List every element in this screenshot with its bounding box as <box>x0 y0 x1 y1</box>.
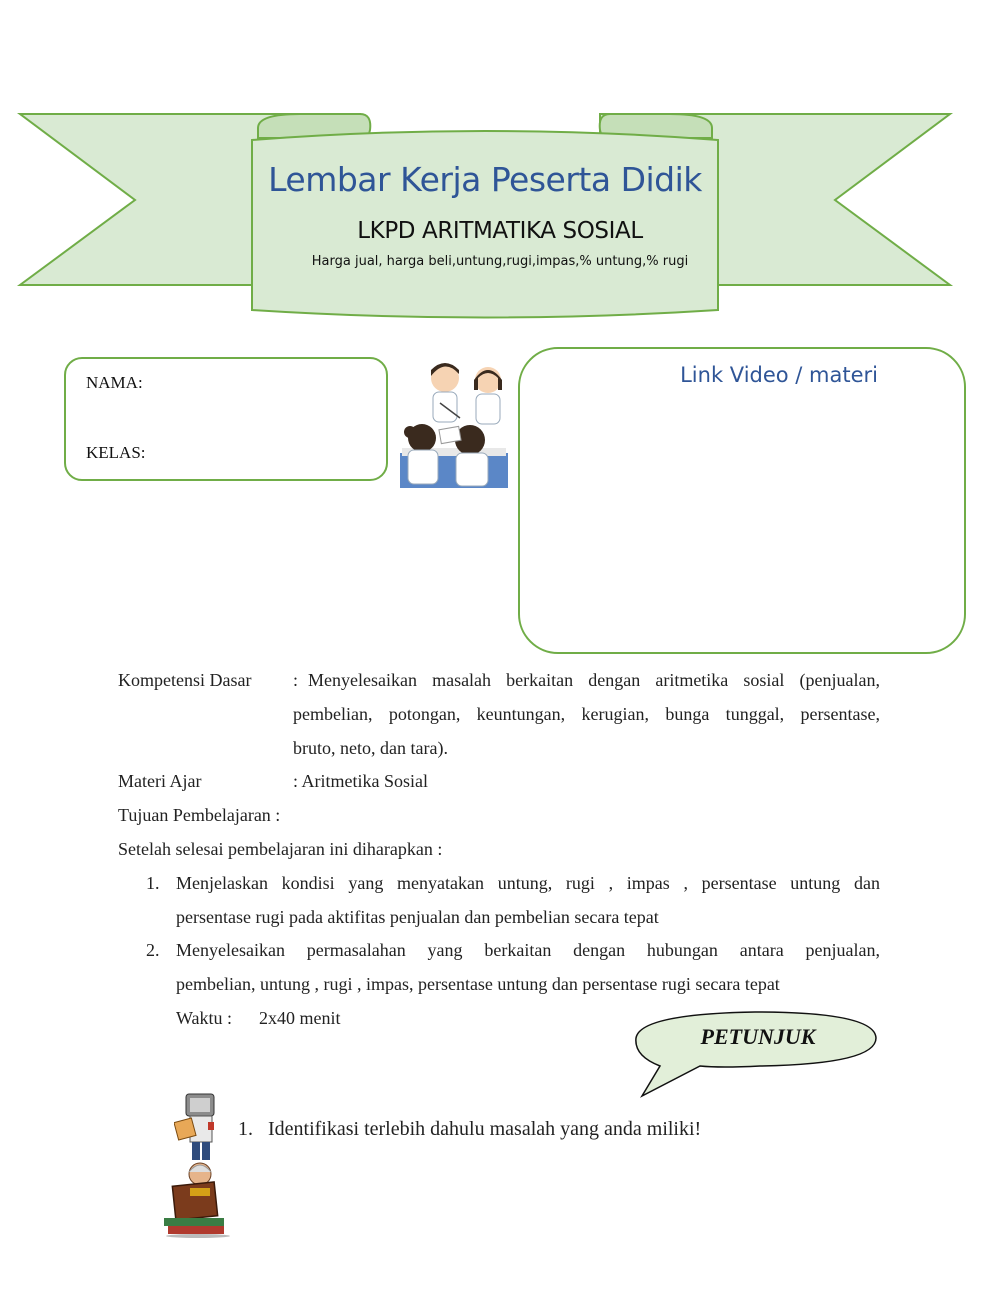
tujuan-label: Tujuan Pembelajaran : <box>118 805 281 825</box>
identity-box <box>64 357 388 481</box>
students-illustration <box>400 358 510 488</box>
kelas-label: KELAS: <box>86 443 146 462</box>
kd-text-line1: Menyelesaikan masalah berkaitan dengan aritmetika sosial (penjualan, <box>308 670 880 690</box>
materi-label: Materi Ajar <box>118 771 202 791</box>
objective-number: 2. <box>146 940 160 960</box>
kd-label: Kompetensi Dasar <box>118 670 252 690</box>
banner-title: Lembar Kerja Peserta Didik <box>268 160 702 199</box>
objective-1-line2: persentase rugi pada aktifitas penjualan dan pembelian secara tepat <box>176 907 659 927</box>
setelah-text: Setelah selesai pembelajaran ini diharapkan : <box>118 839 443 859</box>
waktu-value: 2x40 menit <box>259 1008 341 1028</box>
objective-2-line2: pembelian, untung , rugi , impas, persentase untung dan persentase rugi secara tepat <box>176 974 780 994</box>
banner-ribbon <box>0 100 1000 330</box>
petunjuk-label: PETUNJUK <box>700 1024 816 1049</box>
kd-colon: : <box>293 670 299 690</box>
banner-subtitle: LKPD ARITMATIKA SOSIAL <box>357 218 643 244</box>
video-label: Link Video / materi <box>680 363 878 387</box>
instruction-item <box>238 1118 701 1141</box>
kd-text-line3: bruto, neto, dan tara). <box>293 738 448 758</box>
book-reader-icon <box>160 1160 236 1238</box>
kd-text-line2: pembelian, potongan, keuntungan, kerugian, bunga tunggal, persentase, <box>293 704 880 724</box>
petunjuk-bubble <box>630 1008 885 1100</box>
objective-number: 1. <box>146 873 160 893</box>
video-link-box <box>518 347 966 654</box>
objective-1-line1: Menjelaskan kondisi yang menyatakan untung, rugi , impas , persentase untung dan <box>176 873 880 893</box>
robot-reader-icon <box>174 1092 224 1164</box>
materi-value: : Aritmetika Sosial <box>293 771 428 791</box>
banner-topics: Harga jual, harga beli,untung,rugi,impas,% untung,% rugi <box>311 254 689 269</box>
instruction-text: Identifikasi terlebih dahulu masalah yang anda miliki! <box>268 1118 702 1140</box>
waktu-label: Waktu : <box>176 1008 233 1028</box>
instruction-number: 1. <box>238 1118 253 1140</box>
objective-2-line1: Menyelesaikan permasalahan yang berkaitan dengan hubungan antara penjualan, <box>176 940 880 960</box>
nama-label: NAMA: <box>86 373 143 392</box>
